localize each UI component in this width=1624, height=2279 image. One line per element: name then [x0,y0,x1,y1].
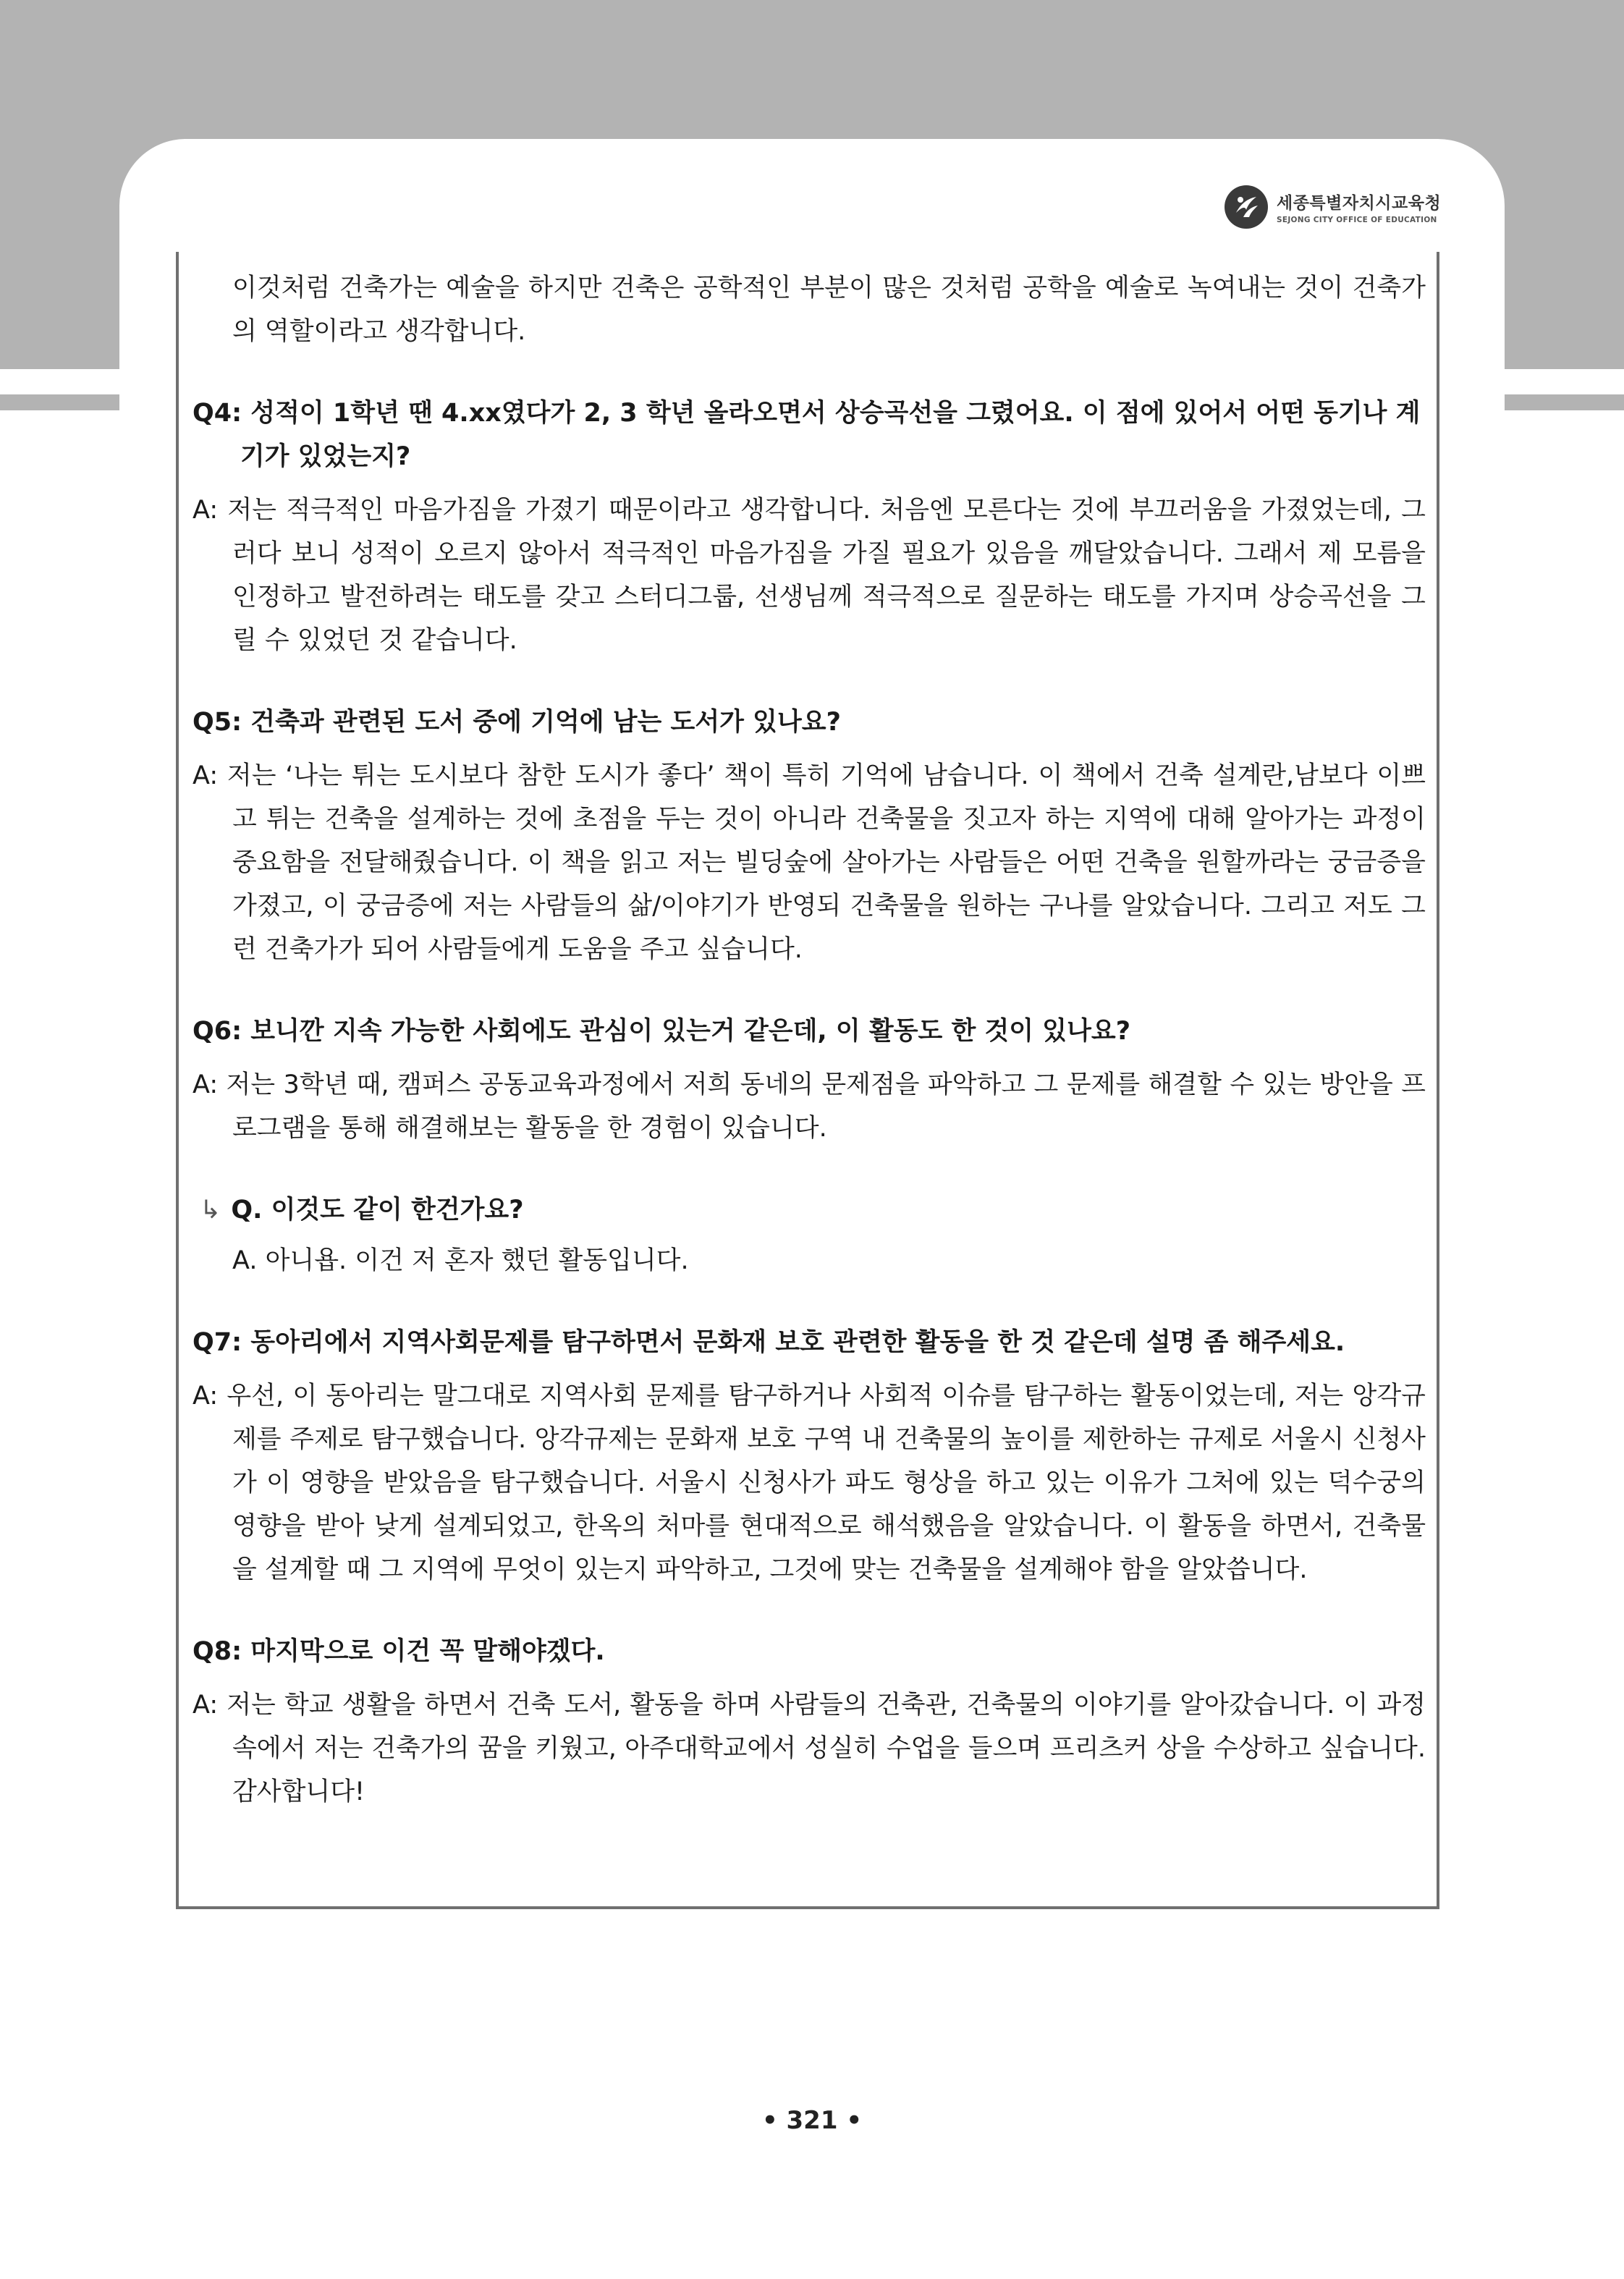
logo-english-text: SEJONG CITY OFFICE OF EDUCATION [1277,216,1437,224]
answer-q8: A: 저는 학교 생활을 하면서 건축 도서, 활동을 하며 사람들의 건축관, 건축물의 이야기를 알아갔습니다. 이 과정 속에서 저는 건축가의 꿈을 키웠고, 아주대학교에서 성실히 수업을 들으며 프리츠커 상을 수상하고 싶습니다. 감사합니다! [193,1691,1426,1806]
side-rule-left [0,394,119,410]
followup-answer: A. 아니욥. 이건 저 혼자 했던 활동입니다. [232,1246,689,1275]
answer-q4: A: 저는 적극적인 마음가짐을 가졌기 때문이라고 생각합니다. 처음엔 모른다는 것에 부끄러움을 가졌었는데, 그러다 보니 성적이 오르지 않아서 적극적인 마음가짐을 가질 필요가 있음을 깨달았습니다. 그래서 제 모름을 인정하고 발전하려는 태도를 갖고 스터디그룹, 선생님께 적극적으로 질문하는 태도를 가지며 상승곡선을 그릴 수 있었던 것 같습니다. [193,496,1426,655]
answer-q7: A: 우선, 이 동아리는 말그대로 지역사회 문제를 탐구하거나 사회적 이슈를 탐구하는 활동이었는데, 저는 앙각규제를 주제로 탐구했습니다. 앙각규제는 문화재 보호 구역 내 건축물의 높이를 제한하는 규제로 서울시 신청사가 이 영향을 받았음을 탐구했습니다. 서울시 신청사가 파도 형상을 하고 있는 이유가 그처에 있는 덕수궁의 영향을 받아 낮게 설계되었고, 한옥의 처마를 현대적으로 해석했음을 알았습니다. 이 활동을 하면서, 건축물을 설계할 때 그 지역에 무엇이 있는지 파악하고, 그것에 맞는 건축물을 설계해야 함을 알았씁니다. [193,1382,1426,1584]
side-rule-right [1505,394,1624,410]
question-q8: Q8: 마지막으로 이건 꼭 말해야겠다. [193,1637,605,1666]
reply-arrow-icon: ↳ [200,1196,221,1225]
question-q6: Q6: 보니깐 지속 가능한 사회에도 관심이 있는거 같은데, 이 활동도 한 것이 있나요? [193,1017,1131,1046]
followup-question-text: Q. 이것도 같이 한건가요? [231,1196,524,1225]
answer-q5: A: 저는 ‘나는 튀는 도시보다 참한 도시가 좋다’ 책이 특히 기억에 남습니다. 이 책에서 건축 설계란,남보다 이쁘고 튀는 건축을 설계하는 것에 초점을 두는 것이 아니라 건축물을 짓고자 하는 지역에 대해 알아가는 과정이 중요함을 전달해줬습니다. 이 책을 읽고 저는 빌딩숲에 살아가는 사람들은 어떤 건축을 원할까라는 궁금증을 가졌고, 이 궁금증에 저는 사람들의 삶/이야기가 반영되 건축물을 원하는 구나를 알았습니다. 그리고 저도 그런 건축가가 되어 사람들에게 도움을 주고 싶습니다. [193,761,1426,964]
intro-paragraph: 이것처럼 건축가는 예술을 하지만 건축은 공학적인 부분이 많은 것처럼 공학을 예술로 녹여내는 것이 건축가의 역할이라고 생각합니다. [232,274,1426,346]
question-q4: Q4: 성적이 1학년 땐 4.xx였다가 2, 3 학년 올라오면서 상승곡선을 그렸어요. 이 점에 있어서 어떤 동기나 계기가 있었는지? [193,399,1421,471]
interview-content [193,266,1426,1814]
page-number: • 321 • [761,2106,863,2135]
sejong-emblem-icon [1225,185,1268,229]
logo-korean-text: 세종특별자치시교육청 [1277,194,1442,213]
followup-question [193,1188,1426,1232]
question-q7: Q7: 동아리에서 지역사회문제를 탐구하면서 문화재 보호 관련한 활동을 한 것 같은데 설명 좀 해주세요. [193,1328,1345,1357]
question-q5: Q5: 건축과 관련된 도서 중에 기억에 남는 도서가 있나요? [193,708,841,737]
answer-q6: A: 저는 3학년 때, 캠퍼스 공동교육과정에서 저희 동네의 문제점을 파악하고 그 문제를 해결할 수 있는 방안을 프로그램을 통해 해결해보는 활동을 한 경험이 있습니다. [193,1070,1426,1143]
sejong-logo [1225,184,1441,230]
